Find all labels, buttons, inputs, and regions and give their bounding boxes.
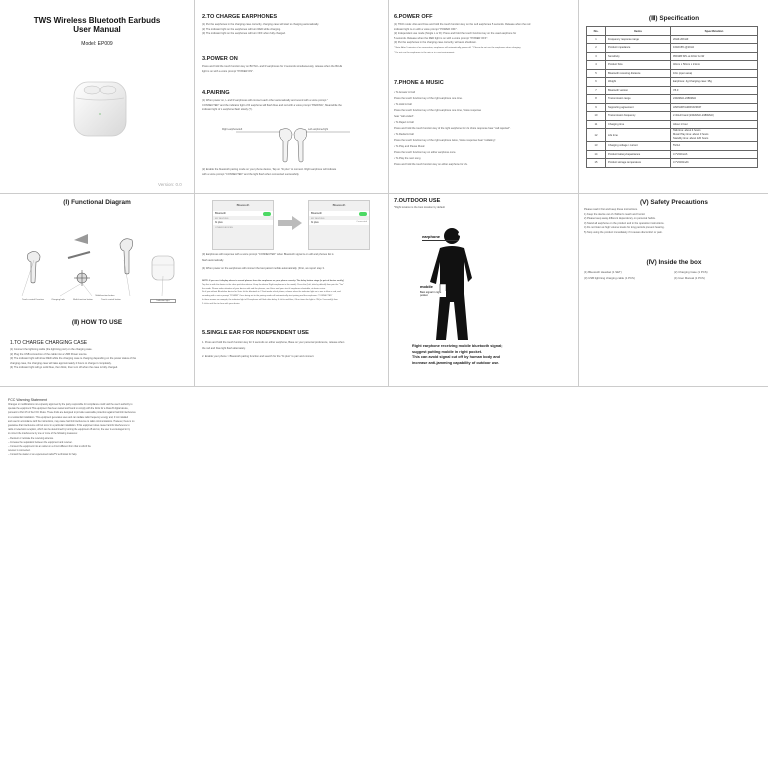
- spec-cell-item: Product storage temperature: [606, 159, 671, 168]
- text-line: the red and blue light flash alternately.: [202, 346, 246, 350]
- spec-row: [587, 159, 758, 168]
- text-line: receiver is connected.: [8, 450, 31, 453]
- spec-cell-value: 3.7V/400mAh: [671, 159, 758, 168]
- spec-row: [587, 78, 758, 87]
- spec-row: [587, 44, 758, 53]
- specification-table: [586, 26, 758, 168]
- power-off-phone-panel: [392, 0, 576, 193]
- settings-row-bluetooth: Bluetooth: [309, 211, 369, 216]
- text-line: Press the touch function key on either earphone once.: [394, 151, 457, 154]
- settings-section-label: MY DEVICES: [215, 218, 229, 220]
- text-line: • To Play and Pause Music: [394, 145, 425, 148]
- spec-cell-item: Product impedance: [606, 44, 671, 53]
- diagram-label-charging-hole: Charging hole: [51, 299, 65, 301]
- settings-row-device[interactable]: bt plus Connected: [311, 221, 367, 224]
- version-label: Version: 0.0: [158, 182, 182, 187]
- spec-cell-item: Transmission frequency: [606, 112, 671, 121]
- phone-settings-note: [202, 280, 384, 307]
- row-divider: [0, 386, 768, 387]
- person-silhouette-image: [410, 224, 490, 342]
- text-line: • To Reject A Call: [394, 121, 414, 124]
- settings-row-bluetooth: Bluetooth: [213, 211, 273, 216]
- text-line: indicator light of L earphone flash slowly (?).: [202, 108, 253, 112]
- power-on-text: [202, 65, 386, 74]
- functional-diagram-heading: (Ⅰ) Functional Diagram: [63, 199, 131, 206]
- text-line: Press and hold the touch function key on BOTH L and R earphones for 3 seconds simultaneously, release when the BLUE: [202, 65, 343, 68]
- spec-cell-no: 15: [587, 159, 606, 168]
- spec-cell-no: 13: [587, 142, 606, 151]
- spec-cell-no: 7: [587, 86, 606, 95]
- text-line: -- Connect the equipment into an outlet on a circuit different from that to which the: [8, 446, 91, 449]
- diagram-sublabel-multifunction: Multifunction button: [95, 295, 115, 297]
- text-line: and used in accordance with the instructions, may cause harmful interference to radio communications. However, there is no: [8, 420, 135, 423]
- text-line: (2) Plug the USB connection of the cable into a USB Power source.: [10, 352, 88, 356]
- spec-cell-value: About 1 hour: [671, 120, 758, 129]
- spec-cell-value: Earphone: 4g Charging case: 35g: [671, 78, 758, 87]
- text-line: 5) Stop using the product immediately if it causes discomfort or pain.: [584, 230, 663, 234]
- text-line: In these means an example, the indicator light of R-earphone will flash after delay. 4 clicks and blue, Other times the light is ON (in 3 second(s) then: [202, 298, 338, 301]
- text-line: • To Redial A Call: [394, 133, 414, 136]
- text-line: in a residential installation. This equipment generates uses and can radiate radio frequency energy and, if not installed: [8, 416, 128, 419]
- text-line: (3) Earphones will response with a voice prompt "CONNECTED" when Bluetooth signal is on will and phones list is: [202, 253, 334, 256]
- text-line: NOTE: If you use it display where to sound phones from the earphones as your phone security. The delay button stage (in pair of device certify): [202, 280, 344, 282]
- caption-line: suggest putting mobile in right pocket.: [412, 349, 483, 354]
- spec-cell-item: Bluetooth version: [606, 86, 671, 95]
- spec-cell-value: V5.0: [671, 86, 758, 95]
- spec-row: [587, 120, 758, 129]
- arrow-right-icon: [278, 216, 302, 230]
- text-line: sounding with a voice prompt "POWER" Once being set to the pairing mode will automatically start pairing and the earphones "CONNECTED": [202, 295, 333, 298]
- spec-row: [587, 95, 758, 104]
- spec-cell-no: 5: [587, 69, 606, 78]
- text-line: * Note: After 5 minutes of no connection, earphones will automatically power off. * Please do not use the earphones when charging.: [394, 46, 521, 49]
- box-item: (3) USB lightning charging cable (1 PCS): [584, 276, 635, 280]
- diagram-label-multifunction: Multi-function button: [73, 299, 93, 301]
- screen-title: Bluetooth: [236, 203, 250, 207]
- title-line-2: User Manual: [73, 25, 121, 34]
- text-line: (2) The indicator light on the earphones will turn RED while charging.: [202, 27, 281, 31]
- spec-cell-value: 5V/1A: [671, 142, 758, 151]
- text-line: 1. Press and hold the touch function key for 3 seconds on either earphone, Base on your personal preference, release when: [202, 341, 345, 344]
- model-number: Model: EP009: [81, 41, 113, 47]
- spec-row: [587, 129, 758, 142]
- spec-cell-no: 6: [587, 78, 606, 87]
- table-header-row: [587, 27, 758, 36]
- text-line: 4) Do not listen at high volume levels for long periods prevent hearing.: [584, 226, 665, 230]
- text-line: to correct the interference by one or more of the following measures:: [8, 433, 78, 436]
- spec-cell-item: Charging voltage / current: [606, 142, 671, 151]
- bluetooth-settings-screen-after: [308, 200, 370, 250]
- outdoor-use-subtitle: *Right location is the best location by default: [394, 206, 445, 209]
- settings-row-device[interactable]: bt plus: [213, 220, 273, 225]
- toggle-switch[interactable]: [263, 212, 271, 216]
- spec-cell-value: 2402MHz-2480MHz: [671, 95, 758, 104]
- toggle-switch[interactable]: [359, 212, 367, 216]
- power-off-heading: 6.POWER OFF: [394, 14, 433, 20]
- manual-title: [0, 16, 194, 34]
- right-earphone-label: Left earphone/right: [308, 128, 329, 131]
- outdoor-use-heading: 7.OUTDOOR USE: [394, 198, 441, 204]
- spec-cell-no: 11: [587, 120, 606, 129]
- text-line: Press the touch function key of the right earphone one time.: [394, 97, 463, 100]
- power-off-text: [394, 23, 576, 55]
- spec-row: [587, 61, 758, 70]
- spec-cell-value: HSP/HFP/A2DP/AVRCP: [671, 103, 758, 112]
- title-line-1: TWS Wireless Bluetooth Earbuds: [33, 16, 161, 25]
- settings-section-label: MY DEVICES: [311, 218, 325, 220]
- specification-panel: [582, 0, 766, 193]
- text-line: operate the equipment.This equipment has been tested and found to comply with the limits for a Class B digital device,: [8, 408, 129, 411]
- specification-heading: (Ⅲ) Specification: [648, 15, 700, 22]
- text-line: 2) Please keep away different dependency on personal habits.: [584, 217, 656, 221]
- text-line: (4) The indicator light will go solid blue, then blink, then turn off when the case is fully charged.: [10, 366, 118, 370]
- spec-cell-no: 14: [587, 150, 606, 159]
- spec-cell-value: 20HZ-20KHZ: [671, 35, 758, 44]
- how-to-use-heading: (Ⅱ) HOW TO USE: [71, 319, 123, 326]
- text-line: Press and hold the touch function key on either earphone for 2s.: [394, 163, 468, 166]
- text-line: -- Consult the dealer or an experienced radio/TV technician for help.: [8, 454, 78, 457]
- text-line: (1) TWO mode: Also and Free and hold the touch function key on the Left earphones 5 seconds. Release when the red: [394, 23, 531, 26]
- spec-cell-item: Product Size: [606, 61, 671, 70]
- phone-settings-panel: [198, 194, 386, 386]
- spec-cell-item: Product battery/capacitance: [606, 150, 671, 159]
- fcc-panel: [8, 398, 196, 490]
- text-line: charging case, the charging case will take approximately 2 hours to charge it completely.: [10, 361, 112, 365]
- charge-earphones-text: [202, 23, 386, 37]
- text-line: Tap first is with the device in the clear pair/clear device. Keep the device Right earphones in the mode). Press the (Left, take by default) then pair the "Yes": [202, 283, 344, 286]
- spec-cell-value: 16Ω±15% @1KHz: [671, 44, 758, 53]
- spec-cell-item: Transmission range: [606, 95, 671, 104]
- text-line: (1) Put the earphones in the charging case correctly, charging case will start to charging automatically.: [202, 23, 319, 26]
- text-line: Press the touch function key of the right earphone one time, Voice response: [394, 109, 482, 112]
- diagram-label-touch-button: Touch control button: [101, 299, 121, 301]
- single-ear-text: [202, 340, 384, 360]
- charge-pairing-panel: [198, 0, 386, 193]
- text-line: • To Play the next song: [394, 157, 421, 160]
- phone-settings-text: [202, 252, 384, 272]
- earphone-label: earphone: [422, 234, 441, 239]
- text-line: (1) Connect the lightning cable (the lightning port) on the charging case.: [10, 348, 93, 351]
- specification-table-body: [587, 35, 758, 167]
- inside-box-heading: (Ⅳ) Inside the box: [646, 259, 702, 266]
- charge-earphones-heading: 2.TO CHARGE EARPHONES: [202, 14, 278, 20]
- spec-cell-value: 3.7V/40mAh: [671, 150, 758, 159]
- text-line: -- Reorient or relocate the receiving antenna.: [8, 437, 54, 440]
- text-line: the mode. Please make attention of your device with and the phones, use Voice and your start if earphones sheetable, at device voice.: [202, 287, 326, 290]
- functional-diagram-panel: [0, 194, 194, 386]
- safety-text: [584, 208, 764, 236]
- settings-section-label: OTHER DEVICES: [215, 227, 233, 229]
- spec-cell-item: Weight: [606, 78, 671, 87]
- text-line: Changes or modifications not expressly approved by the party responsible for compliance could void the user's authority to: [8, 404, 133, 406]
- fcc-text: [8, 403, 196, 458]
- spec-cell-item: Life time: [606, 129, 671, 142]
- spec-cell-item: Frequency response range: [606, 35, 671, 44]
- spec-row: [587, 69, 758, 78]
- phone-music-heading: 7.PHONE & MUSIC: [394, 80, 444, 86]
- bluetooth-settings-screen-before: [212, 200, 274, 250]
- text-line: (3) The indicator light will show RED while the charging case is charging depending on the power status of the: [10, 357, 137, 361]
- screen-title: Bluetooth: [332, 203, 346, 207]
- text-line: 2 clicks until the to clear with your device.: [202, 302, 241, 305]
- spec-cell-item: Sensitivity: [606, 52, 671, 61]
- caption-line: Right earphone receiving mobile bluetooth signal;: [412, 344, 503, 348]
- column-header-items: Items: [606, 27, 671, 36]
- safety-heading: (Ⅴ) Safety Precautions: [640, 199, 708, 206]
- text-line: 1) Keep the device out of children's reach and humid.: [584, 212, 646, 216]
- text-line: with a voice prompt "CONNECTED" and the light flash when connected successfully.: [202, 172, 300, 176]
- safety-box-panel: [582, 194, 766, 386]
- text-line: 2. Enable your phone > Bluetooth pairing function and search for the "bt plus" to pair and connect.: [202, 355, 315, 358]
- spec-cell-no: 8: [587, 95, 606, 104]
- spec-row: [587, 86, 758, 95]
- text-line: Press and hold the touch function key of the right earphone for 2s Voice response hear "call rejected".: [394, 127, 511, 130]
- spec-cell-no: 10: [587, 112, 606, 121]
- pairing-text: [202, 99, 386, 113]
- spec-row: [587, 35, 758, 44]
- caption-line: This can avoid signal cut off by human body and: [412, 355, 500, 359]
- text-line: flash automatically.: [202, 258, 224, 262]
- functional-diagram-image: [12, 210, 182, 300]
- mobile-label: mobile: [420, 284, 433, 289]
- outdoor-caption: [412, 344, 572, 366]
- spec-cell-no: 12: [587, 129, 606, 142]
- text-line: Please read it first and keep these instructions.: [584, 208, 638, 211]
- connected-status: Connected: [356, 221, 367, 223]
- phone-music-text: [394, 90, 576, 168]
- single-ear-heading: 5.SINGLE EAR FOR INDEPENDENT USE: [202, 330, 309, 336]
- diagram-label-touch-control: Touch control Function: [21, 299, 44, 301]
- column-header-specification: Specification: [671, 27, 758, 36]
- cover-panel: [0, 0, 194, 193]
- pairing-after-text: [202, 168, 386, 177]
- caption-line: increase anti-jamming capability of outdoor use.: [412, 360, 500, 365]
- spec-cell-no: 4: [587, 61, 606, 70]
- text-line: (3) Put the earphones in the charging case correctly, will auto shutdown.: [394, 41, 477, 45]
- spec-row: [587, 103, 758, 112]
- text-line: guarantee that interference will not occur in a particular installation. If this equipment does cause harmful interference to: [8, 425, 130, 428]
- fcc-heading: FCC Warning Statement: [8, 398, 48, 402]
- text-line: * Do not use the earphones in the rain or in a wet environment.: [394, 51, 455, 54]
- power-on-heading: 3.POWER ON: [202, 56, 238, 62]
- outdoor-use-panel: [392, 194, 576, 386]
- text-line: (3) The indicator light on the earphones will turn OFF when fully charged.: [202, 32, 286, 36]
- spec-cell-value: 10m (open area): [671, 69, 758, 78]
- text-line: indicator light is on with a voice prompt "POWER OFF".: [394, 27, 458, 31]
- text-line: -- Increase the separation between the equipment and receiver.: [8, 441, 73, 444]
- spec-row: [587, 52, 758, 61]
- text-line: CONNECTED" and the indicator light of R earphone will flash blue and red with a voice prompt "PAIRING", Meanwhile the: [202, 103, 342, 107]
- text-line: radio or television reception, which can be determined by turning the equipment off and on, the user is encouraged to try: [8, 429, 131, 432]
- pairing-heading: 4.PAIRING: [202, 90, 230, 96]
- text-line: pursuant to Part 15 of the FCC Rules. These limits are designed to provide reasonable protection against harmful interference: [8, 412, 136, 415]
- mobile-label-sub: Best signal in right pocket: [420, 291, 446, 297]
- text-line: light is on with a voice prompt "POWER ON".: [202, 69, 254, 73]
- spec-cell-no: 9: [587, 103, 606, 112]
- text-line: (2) Independent use mode (Single L or R): Press and hold the touch function key on the used earphone for: [394, 32, 517, 36]
- text-line: (4) When power on the earphones will connect the last paired mobile automatically. (First, we report step 3.: [202, 267, 325, 270]
- text-line: (1) When power on, L and R earphones will connect each other automatically and sound with a voice prompt ": [202, 99, 328, 102]
- spec-cell-no: 3: [587, 52, 606, 61]
- left-earphone-label: Right earphone/left: [222, 128, 243, 131]
- charging-case-image: [70, 78, 130, 140]
- earphone-label-line: [422, 240, 458, 241]
- text-line: Press the touch function key of the right earphone twice, Voice response hear "redialing".: [394, 139, 497, 142]
- spec-cell-item: Bluetooth receiving distance: [606, 69, 671, 78]
- column-header-no: No.: [587, 27, 606, 36]
- text-line: 5 seconds. Release when the RED light is on with a voice prompt "POWER OFF".: [394, 36, 488, 40]
- spec-cell-no: 1: [587, 35, 606, 44]
- text-line: • To Answer A Call: [394, 91, 415, 94]
- spec-cell-item: Supporting agreement: [606, 103, 671, 112]
- spec-row: [587, 112, 758, 121]
- spec-cell-value: Talk time: about 4 hours Music Play time: about 3 hours Standby time: about 120 hours: [671, 129, 758, 142]
- box-item: (2) Charging Case (1 PCS): [674, 270, 708, 274]
- text-line: So if you without Blue/other device for 2min: bt the bluetooth in 2 Dual-mode which phone, release when the indicator light on in one in blue or red, and: [202, 291, 341, 294]
- spec-cell-no: 2: [587, 44, 606, 53]
- charge-case-heading: 1.TO CHARGE CHARGING CASE: [10, 340, 88, 346]
- charge-case-text: [10, 348, 190, 371]
- diagram-label-indicator-light: Indicator light: [150, 299, 176, 303]
- text-line: (2) Enable the bluetooth pairing mode on your phone device, Tap on "bt plus" to connect. Right earphone will indicate: [202, 168, 337, 171]
- spec-cell-value: 2.4GHz band (2402MHz-2480MHz): [671, 112, 758, 121]
- text-line: hear "call ended".: [394, 115, 415, 118]
- spec-cell-value: 40mm x 50mm x 21mm: [671, 61, 758, 70]
- spec-row: [587, 142, 758, 151]
- box-item: (1) Bluetooth Headset (1 SET): [584, 270, 622, 274]
- spec-cell-item: Charging time: [606, 120, 671, 129]
- specification-table-wrap: [586, 26, 758, 168]
- spec-cell-value: 95±3dB SPL at 1KHz 1mW: [671, 52, 758, 61]
- box-item: (4) User Manual (1 PCS): [674, 276, 705, 280]
- text-line: 3) Stand all earphone on the product and in the operation instructions.: [584, 221, 665, 225]
- text-line: • To Hold A Call: [394, 103, 412, 106]
- spec-row: [587, 150, 758, 159]
